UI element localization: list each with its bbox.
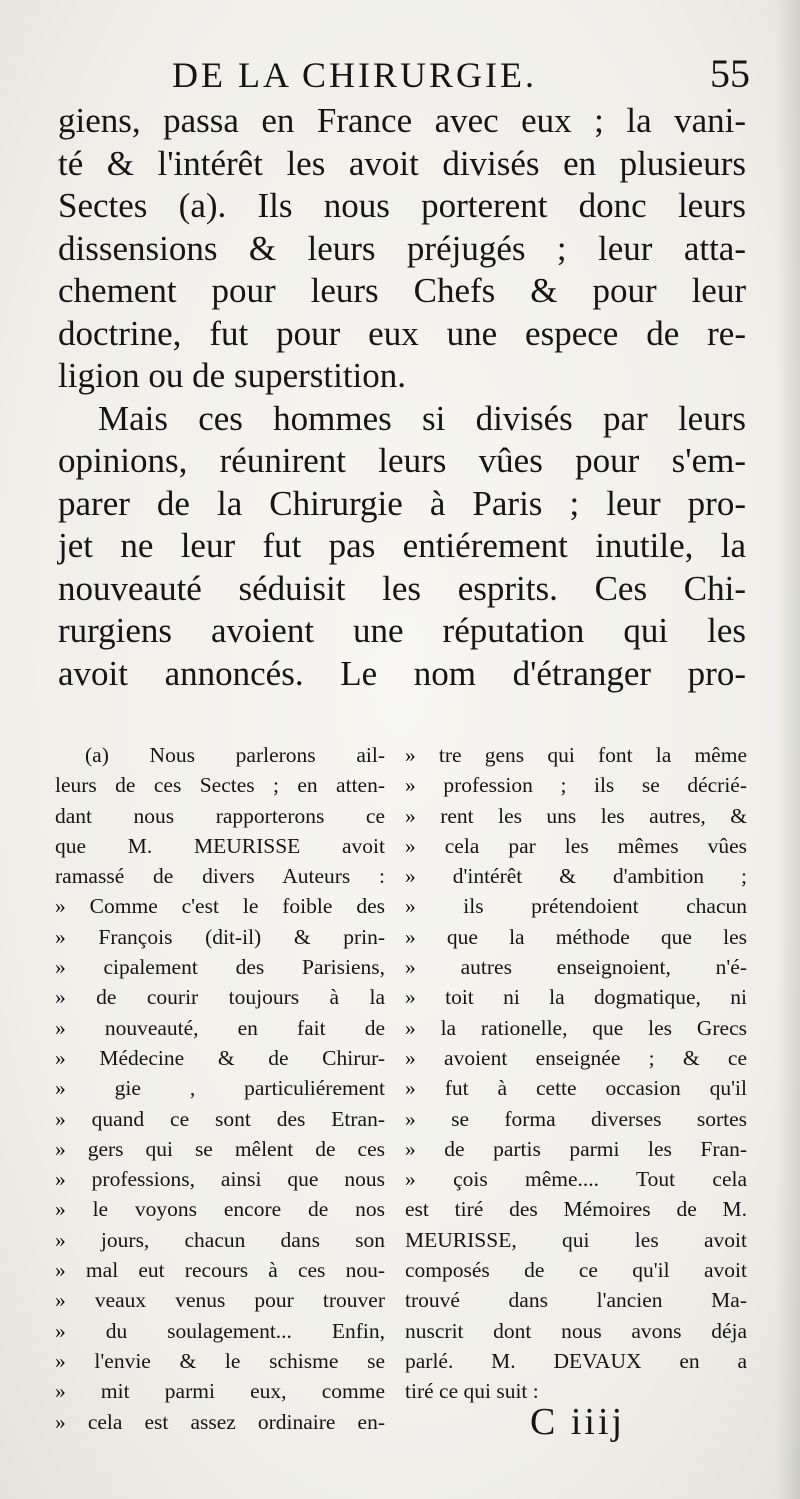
footnote-line: leurs de ces Sectes ; en atten- xyxy=(55,773,385,798)
footnote-line: tiré ce qui suit : xyxy=(405,1379,539,1404)
footnote-line: » de partis parmi les Fran- xyxy=(405,1136,747,1161)
footnote-line: » François (dit-il) & prin- xyxy=(55,924,385,949)
body-line: giens, passa en France avec eux ; la vani- xyxy=(58,101,746,140)
body-line: avoit annoncés. Le nom d'étranger pro- xyxy=(58,653,746,693)
footnote-line: » veaux venus pour trouver xyxy=(55,1288,385,1313)
footnote-line: » toit ni la dogmatique, ni xyxy=(405,985,747,1010)
body-line: jet ne leur fut pas entiérement inutile, la xyxy=(58,526,746,565)
footnote-line: » fut à cette occasion qu'il xyxy=(405,1076,747,1101)
footnote-line: » profession ; ils se décrié- xyxy=(405,773,747,798)
body-line: dissensions & leurs préjugés ; leur atta- xyxy=(58,228,746,268)
footnote-line: » Comme c'est le foible des xyxy=(55,894,385,919)
footnote-line: » çois même.... Tout cela xyxy=(405,1167,747,1192)
main-text-block xyxy=(58,100,746,695)
footnote-line: » d'intérêt & d'ambition ; xyxy=(405,864,747,889)
body-line: opinions, réunirent leurs vûes pour s'em- xyxy=(58,441,746,480)
footnote-line: » gie , particuliérement xyxy=(55,1076,385,1101)
footnote-line: composés de ce qu'il avoit xyxy=(405,1258,747,1283)
footnote-line: est tiré des Mémoires de M. xyxy=(405,1197,747,1222)
body-line: parer de la Chirurgie à Paris ; leur pro- xyxy=(58,483,746,523)
footnote-line: » cela est assez ordinaire en- xyxy=(55,1409,385,1434)
footnote-line: nuscrit dont nous avons déja xyxy=(405,1318,747,1343)
footnote-line: » ils prétendoient chacun xyxy=(405,894,747,919)
footnote-line: » du soulagement... Enfin, xyxy=(55,1318,385,1343)
footnote-line: parlé. M. DEVAUX en a xyxy=(405,1348,747,1373)
footnote-line: » Médecine & de Chirur- xyxy=(55,1045,385,1070)
footnote-line: dant nous rapporterons ce xyxy=(55,803,385,828)
footnote-line: trouvé dans l'ancien Ma- xyxy=(405,1288,747,1313)
body-line: ligion ou de superstition. xyxy=(58,356,407,395)
footnote-line: que M. MEURISSE avoit xyxy=(55,833,385,858)
signature-mark: C iiij xyxy=(530,1401,626,1443)
footnote-line: » la rationelle, que les Grecs xyxy=(405,1015,747,1040)
footnote-line: » autres enseignoient, n'é- xyxy=(405,955,747,980)
footnote-line: » se forma diverses sortes xyxy=(405,1106,747,1131)
footnote-line: » le voyons encore de nos xyxy=(55,1197,385,1222)
footnote-line: » cipalement des Parisiens, xyxy=(55,955,385,980)
footnote-line: ramassé de divers Auteurs : xyxy=(55,864,385,889)
footnote-line: » professions, ainsi que nous xyxy=(55,1167,385,1192)
footnote-line: » nouveauté, en fait de xyxy=(55,1015,385,1040)
body-line: doctrine, fut pour eux une espece de re- xyxy=(58,313,746,353)
footnote-line: » mal eut recours à ces nou- xyxy=(55,1258,385,1283)
page-number: 55 xyxy=(710,51,750,96)
footnote-line: » que la méthode que les xyxy=(405,924,747,949)
footnote-line: » gers qui se mêlent de ces xyxy=(55,1136,385,1161)
body-line: Mais ces hommes si divisés par leurs xyxy=(98,398,746,438)
footnote-line: » avoient enseignée ; & ce xyxy=(405,1045,747,1070)
running-head-title: DE LA CHIRURGIE. xyxy=(172,55,537,95)
footnote-left-column xyxy=(55,740,385,1437)
body-line: rurgiens avoient une réputation qui les xyxy=(58,611,746,650)
footnote-right-column xyxy=(405,740,747,1407)
running-head xyxy=(60,50,750,102)
page-gutter-shadow xyxy=(776,0,800,1499)
body-line: chement pour leurs Chefs & pour leur xyxy=(58,271,746,310)
body-line: Sectes (a). Ils nous porterent donc leurs xyxy=(58,186,746,225)
footnote-line: » quand ce sont des Etran- xyxy=(55,1106,385,1131)
footnote-line: » l'envie & le schisme se xyxy=(55,1348,385,1373)
body-line: té & l'intérêt les avoit divisés en plusieurs xyxy=(58,143,746,183)
footnote-line: » tre gens qui font la même xyxy=(405,743,747,767)
body-line: nouveauté séduisit les esprits. Ces Chi- xyxy=(58,568,746,608)
footnote-line: » jours, chacun dans son xyxy=(55,1227,385,1252)
footnote-line: » de courir toujours à la xyxy=(55,985,385,1010)
footnote-line: » cela par les mêmes vûes xyxy=(405,833,747,858)
footnote-line: (a) Nous parlerons ail- xyxy=(85,743,385,767)
footnote-line: » mit parmi eux, comme xyxy=(55,1379,385,1404)
footnote-line: » rent les uns les autres, & xyxy=(405,803,747,828)
footnote-line: MEURISSE, qui les avoit xyxy=(405,1227,747,1252)
